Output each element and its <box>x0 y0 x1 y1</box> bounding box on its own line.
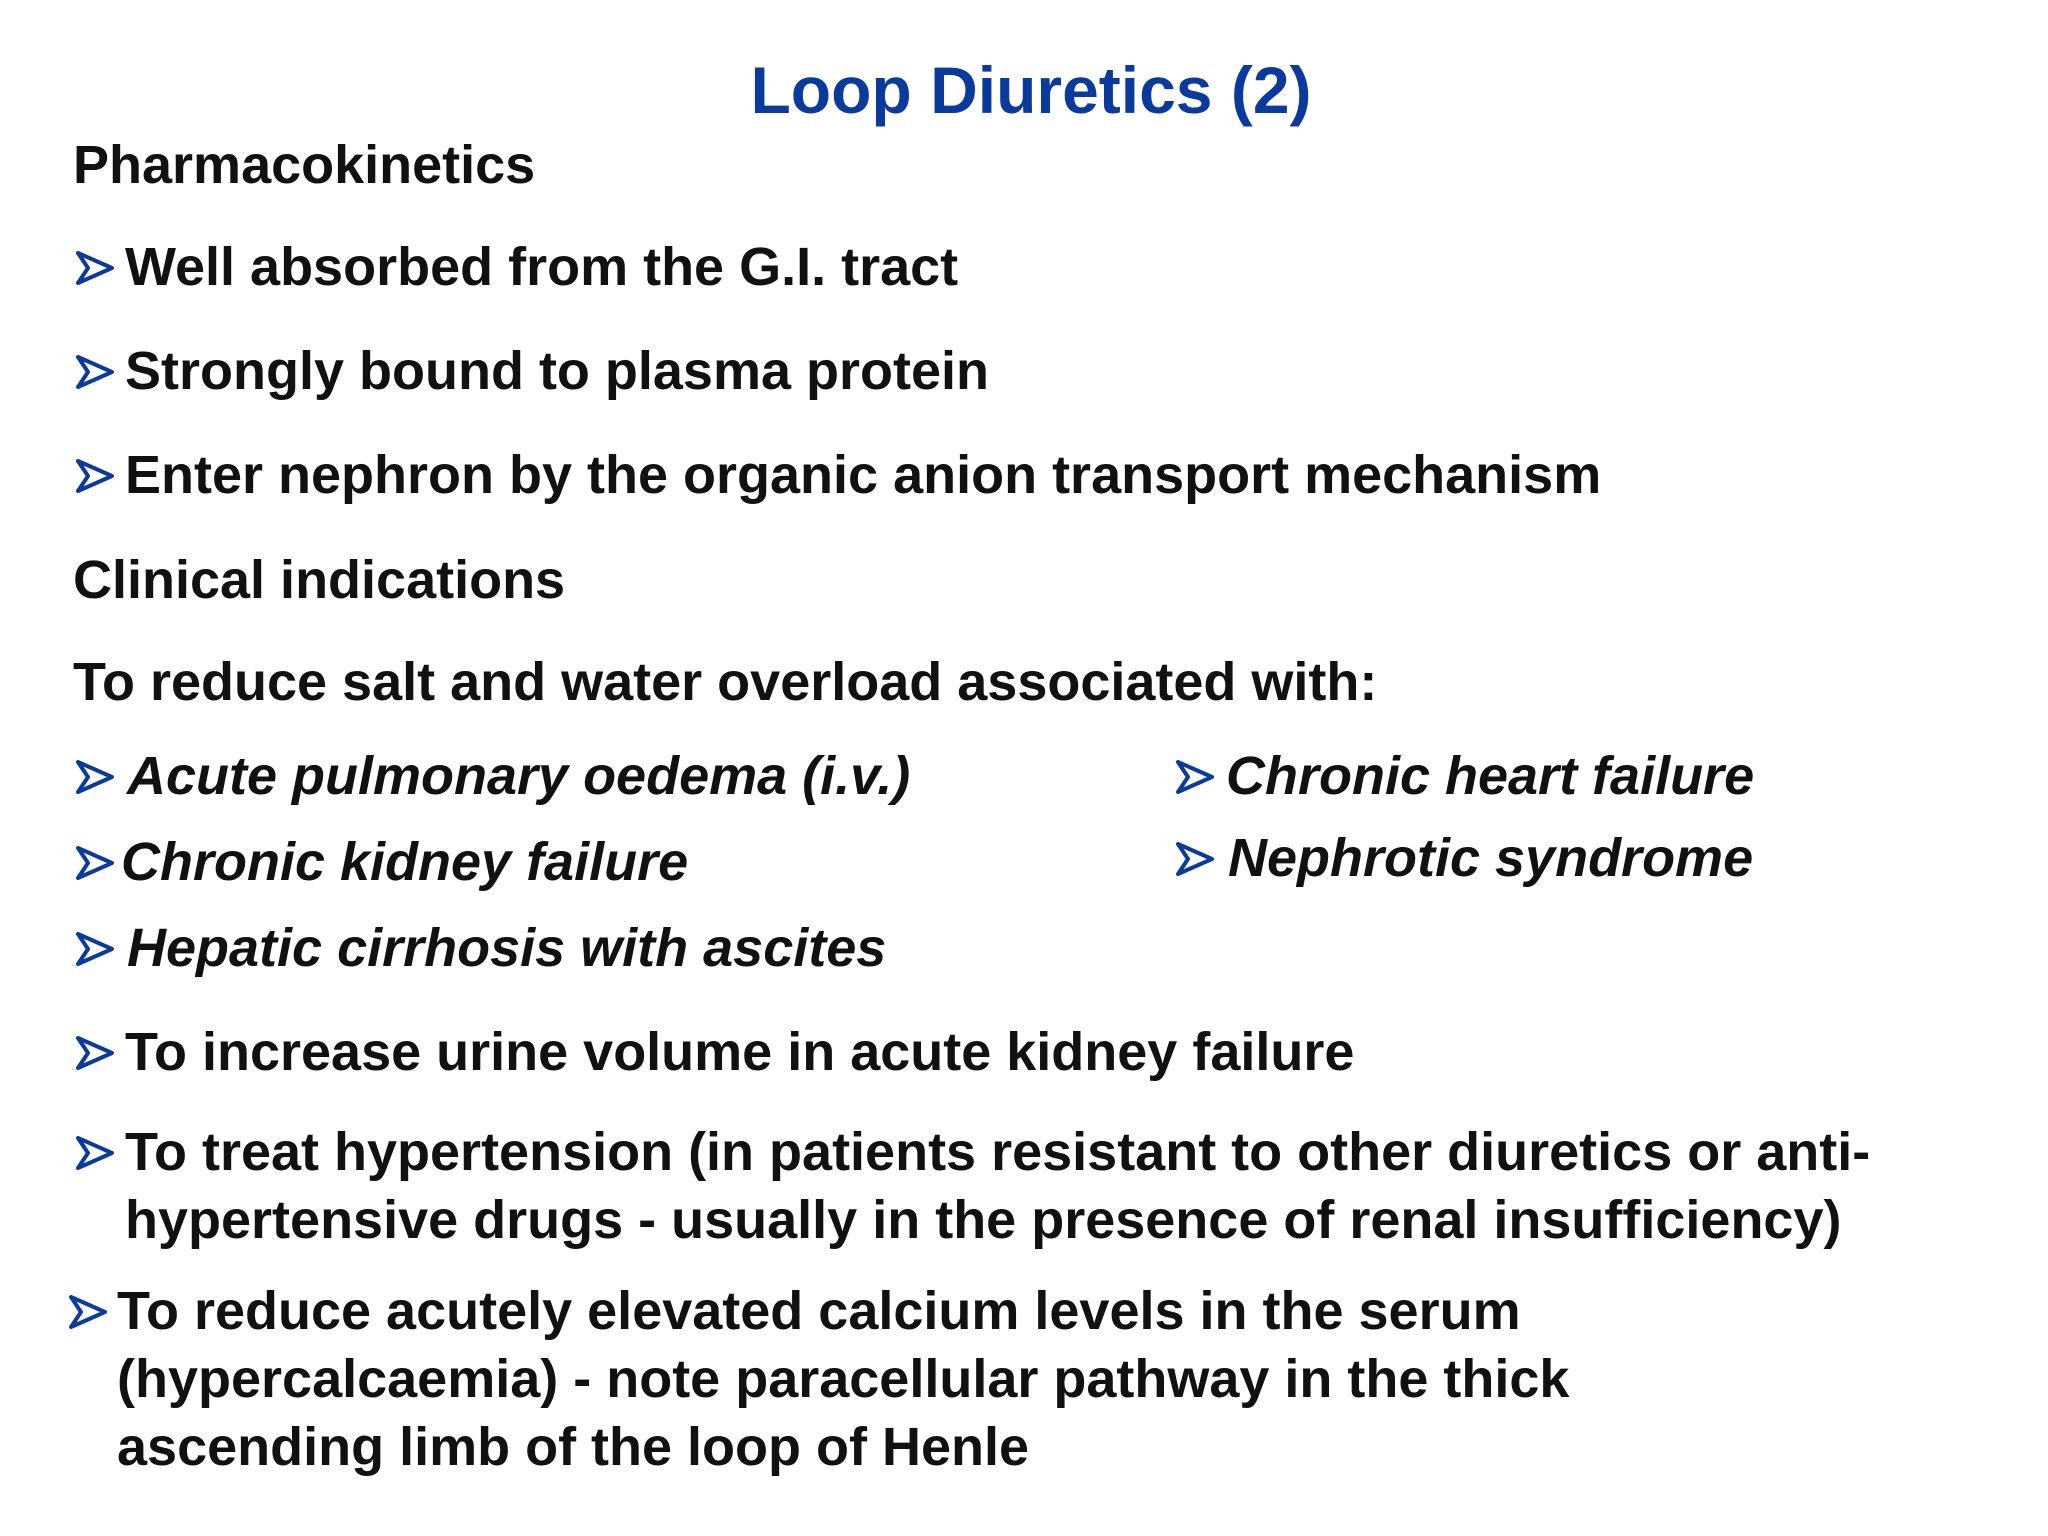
arrow-bullet-icon <box>76 355 114 389</box>
arrow-bullet-icon <box>76 932 114 966</box>
slide-title: Loop Diuretics (2) <box>750 53 1312 127</box>
arrow-bullet-icon <box>76 760 114 794</box>
clinical-subheading: To reduce salt and water overload associated with: <box>73 652 1378 712</box>
arrow-bullet-icon <box>76 1136 114 1170</box>
slide: Loop Diuretics (2) Pharmacokinetics Well absorbed from the G.I. tract Strongly bound to plasma protein Enter nephron by the organic anion transport mechanism Clinical indications To reduce salt and water overload associated with: Acute pulmonary oedema (i.v.) Chronic kidney failure Hepatic cirrhosis with ascites Chronic heart failure Nephrotic syndrome To increase urine volume in acute kidney failure To treat hypertension (in patients resistant to other diuretics or anti- hypertensive drugs - usually in the presence of renal insufficiency) To reduce acutely elevated calcium levels in the serum (hypercalcaemia) - note paracellular pathway in the thick ascending limb of the loop of Henle <box>0 0 2048 1536</box>
arrow-bullet-icon <box>76 1036 114 1070</box>
arrow-bullet-icon <box>1176 842 1214 876</box>
arrow-bullet-icon <box>76 846 114 880</box>
pharmacokinetics-heading: Pharmacokinetics <box>73 135 536 195</box>
clinical-heading: Clinical indications <box>73 550 566 610</box>
arrow-bullet-icon <box>69 1295 107 1329</box>
arrow-bullet-icon <box>76 251 114 285</box>
arrow-bullet-icon <box>76 459 114 493</box>
arrow-bullet-icon <box>1176 760 1214 794</box>
